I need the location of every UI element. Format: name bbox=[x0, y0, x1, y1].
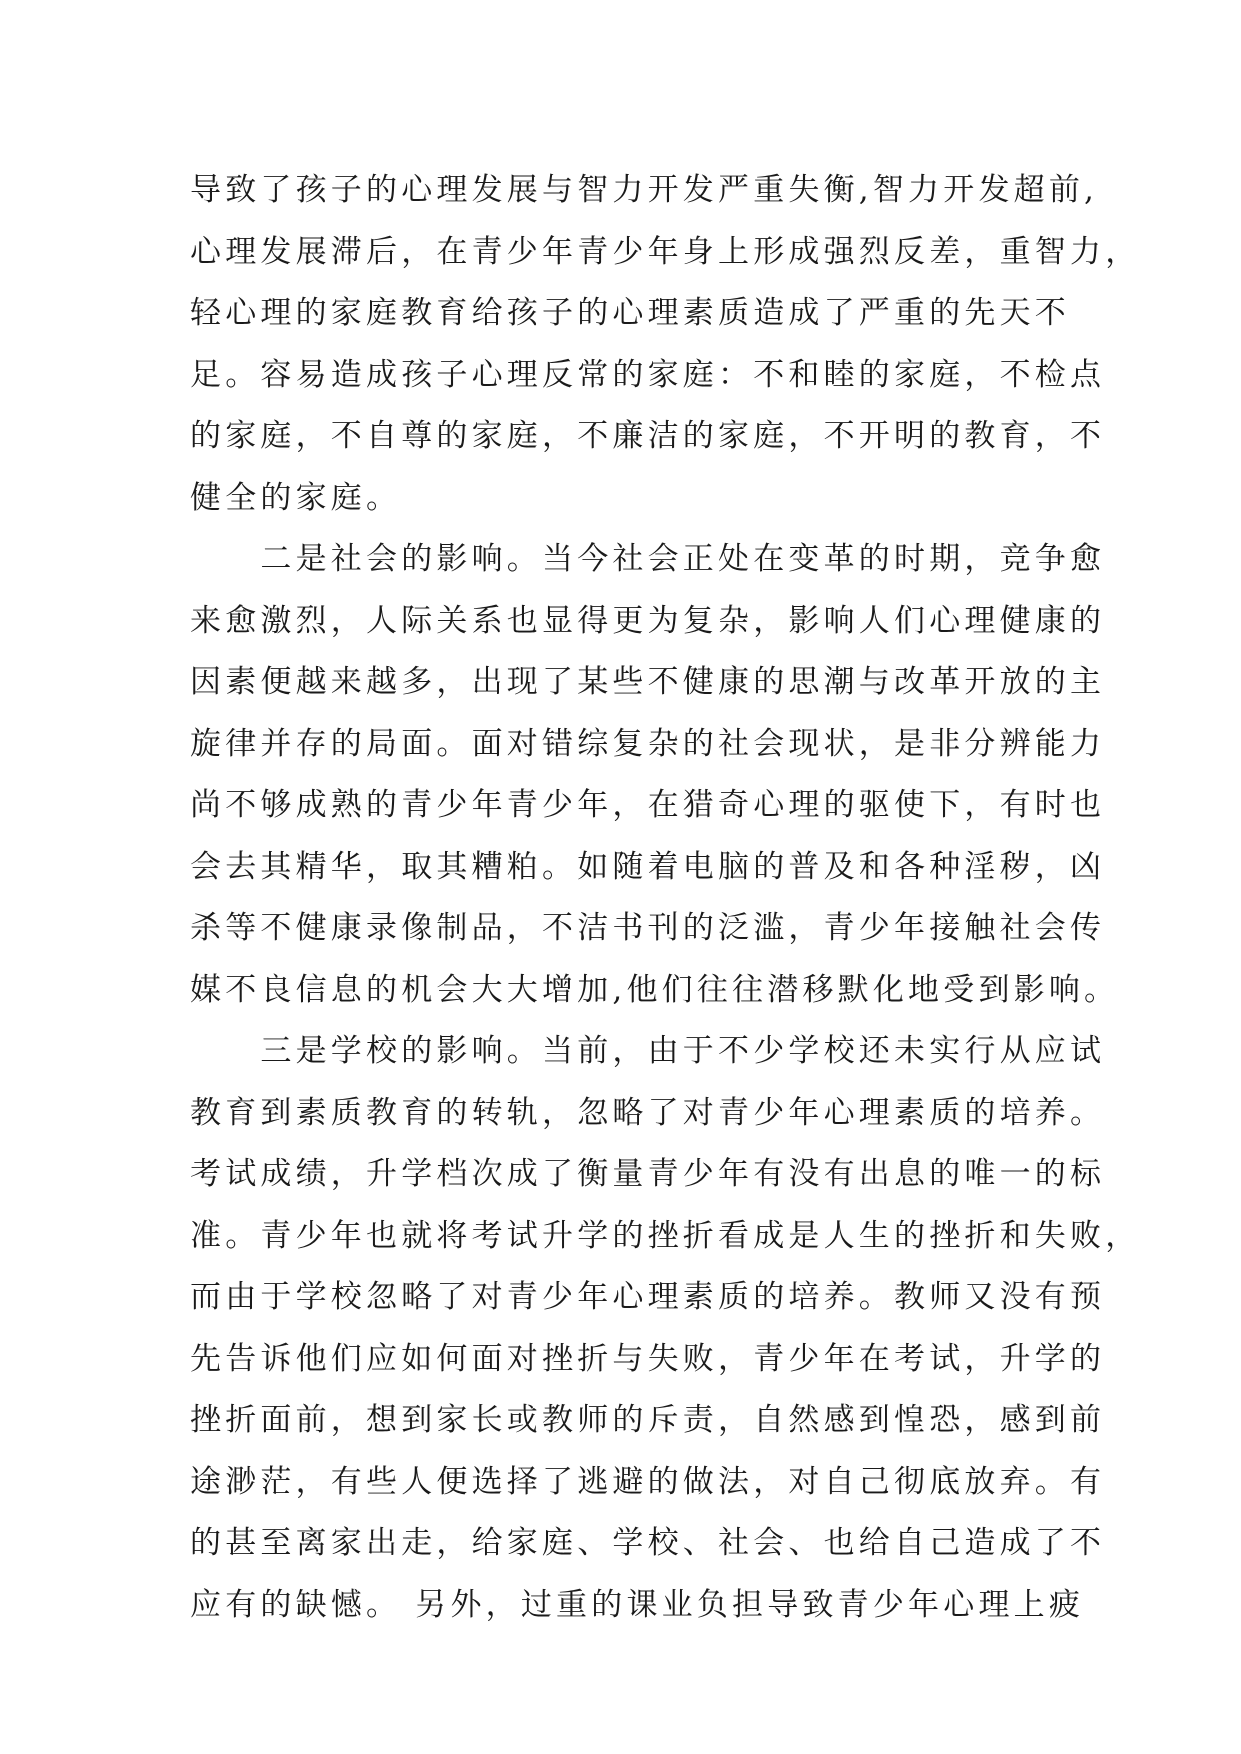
text-line: 杀等不健康录像制品，不洁书刊的泛滥，青少年接触社会传 bbox=[190, 910, 1106, 946]
text-line: 挫折面前，想到家长或教师的斥责，自然感到惶恐，感到前 bbox=[190, 1402, 1106, 1438]
text-line: 会去其精华，取其糟粕。如随着电脑的普及和各种淫秽，凶 bbox=[190, 848, 1106, 885]
text-line: 二是社会的影响。当今社会正处在变革的时期，竞争愈 bbox=[190, 541, 1106, 577]
text-line: 途渺茫，有些人便选择了逃避的做法，对自己彻底放弃。有 bbox=[190, 1463, 1106, 1500]
text-line: 的甚至离家出走，给家庭、学校、社会、也给自己造成了不 bbox=[190, 1525, 1106, 1561]
text-line: 媒不良信息的机会大大增加,他们往往潜移默化地受到影响。 bbox=[190, 971, 1120, 1008]
text-line: 准。青少年也就将考试升学的挫折看成是人生的挫折和失败， bbox=[190, 1217, 1141, 1254]
text-line: 教育到素质教育的转轨，忽略了对青少年心理素质的培养。 bbox=[190, 1094, 1106, 1131]
text-line: 导致了孩子的心理发展与智力开发严重失衡,智力开发超前, bbox=[190, 172, 1099, 208]
text-line: 足。容易造成孩子心理反常的家庭：不和睦的家庭，不检点 bbox=[190, 356, 1106, 393]
text-line: 先告诉他们应如何面对挫折与失败，青少年在考试，升学的 bbox=[190, 1340, 1106, 1377]
text-line: 考试成绩，升学档次成了衡量青少年有没有出息的唯一的标 bbox=[190, 1156, 1106, 1192]
text-line: 三是学校的影响。当前，由于不少学校还未实行从应试 bbox=[190, 1033, 1106, 1069]
text-line: 旋律并存的局面。面对错综复杂的社会现状，是非分辨能力 bbox=[190, 725, 1106, 762]
text-line: 健全的家庭。 bbox=[190, 479, 402, 516]
text-line: 心理发展滞后，在青少年青少年身上形成强烈反差，重智力， bbox=[190, 233, 1141, 270]
text-line: 轻心理的家庭教育给孩子的心理素质造成了严重的先天不 bbox=[190, 295, 1070, 331]
text-line: 的家庭，不自尊的家庭，不廉洁的家庭，不开明的教育，不 bbox=[190, 418, 1106, 454]
text-line: 尚不够成熟的青少年青少年，在猎奇心理的驱使下，有时也 bbox=[190, 787, 1106, 823]
body-text bbox=[190, 160, 1141, 1636]
text-line: 因素便越来越多，出现了某些不健康的思潮与改革开放的主 bbox=[190, 664, 1106, 700]
text-line: 应有的缺憾。 另外，过重的课业负担导致青少年心理上疲 bbox=[190, 1586, 1085, 1623]
text-line: 来愈激烈，人际关系也显得更为复杂，影响人们心理健康的 bbox=[190, 602, 1106, 639]
text-line: 而由于学校忽略了对青少年心理素质的培养。教师又没有预 bbox=[190, 1279, 1106, 1315]
